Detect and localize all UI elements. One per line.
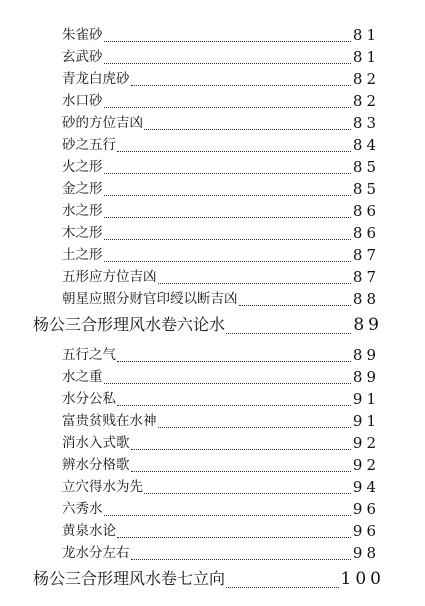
dot-leader — [104, 261, 351, 262]
toc-entry-page: 85 — [352, 180, 380, 198]
toc-entry[interactable] — [62, 476, 380, 498]
toc-entry[interactable] — [62, 24, 380, 46]
toc-entry-title: 朱雀砂 — [62, 27, 103, 43]
toc-entry-title: 五行之气 — [62, 347, 116, 363]
toc-entry[interactable] — [62, 156, 380, 178]
toc-entry[interactable] — [62, 112, 380, 134]
toc-entry-page: 96 — [352, 500, 380, 518]
toc-chapter-title: 杨公三合形理风水卷七立向 — [33, 569, 226, 588]
toc-entry-page: 87 — [352, 268, 380, 286]
toc-entry-title: 金之形 — [62, 181, 103, 197]
toc-entry[interactable] — [62, 68, 380, 90]
dot-leader — [226, 333, 351, 334]
toc-entry-page: 86 — [352, 202, 380, 220]
toc-entry-title: 水分公私 — [62, 391, 116, 407]
toc-entry[interactable] — [62, 178, 380, 200]
toc-entry-page: 91 — [352, 390, 380, 408]
dot-leader — [104, 239, 351, 240]
toc-entry-page: 89 — [352, 346, 380, 364]
toc-entry-page: 81 — [352, 48, 380, 66]
dot-leader — [226, 587, 339, 588]
toc-entry-title: 五形应方位吉凶 — [62, 269, 157, 285]
dot-leader — [104, 217, 351, 218]
toc-entry[interactable] — [62, 454, 380, 476]
dot-leader — [104, 515, 351, 516]
toc-entry-page: 89 — [352, 368, 380, 386]
toc-entry[interactable] — [62, 388, 380, 410]
dot-leader — [131, 449, 351, 450]
toc-chapter-page: 100 — [340, 569, 385, 589]
toc-entry-title: 立穴得水为先 — [62, 479, 143, 495]
toc-entry[interactable] — [62, 366, 380, 388]
toc-entry-page: 85 — [352, 158, 380, 176]
toc-chapter[interactable] — [33, 312, 383, 338]
dot-leader — [158, 427, 351, 428]
toc-entry-title: 火之形 — [62, 159, 103, 175]
toc-entry-title: 朝星应照分财官印绶以断吉凶 — [62, 291, 238, 307]
dot-leader — [117, 405, 351, 406]
toc-entry[interactable] — [62, 222, 380, 244]
toc-entry-page: 82 — [352, 92, 380, 110]
toc-entry-page: 82 — [352, 70, 380, 88]
dot-leader — [104, 107, 351, 108]
dot-leader — [104, 195, 351, 196]
dot-leader — [104, 41, 351, 42]
toc-entry-title: 木之形 — [62, 225, 103, 241]
toc-entry-title: 水之形 — [62, 203, 103, 219]
toc-entry-title: 水口砂 — [62, 93, 103, 109]
dot-leader — [117, 151, 351, 152]
toc-entry-page: 87 — [352, 246, 380, 264]
toc-chapter-title: 杨公三合形理风水卷六论水 — [33, 315, 226, 334]
toc-entry-title: 砂的方位吉凶 — [62, 115, 143, 131]
dot-leader — [144, 493, 351, 494]
toc-entry-title: 消水入式歌 — [62, 435, 130, 451]
toc-chapter-page: 89 — [353, 315, 383, 335]
toc-entry-title: 辨水分格歌 — [62, 457, 130, 473]
dot-leader — [131, 85, 351, 86]
toc-chapter[interactable] — [33, 566, 385, 592]
toc-entry-page: 96 — [352, 522, 380, 540]
toc-entry[interactable] — [62, 46, 380, 68]
toc-entry[interactable] — [62, 432, 380, 454]
toc-entry-page: 92 — [352, 456, 380, 474]
toc-entry-page: 83 — [352, 114, 380, 132]
toc-entry[interactable] — [62, 410, 380, 432]
toc-entry-title: 六秀水 — [62, 501, 103, 517]
dot-leader — [158, 283, 351, 284]
toc-entry[interactable] — [62, 266, 380, 288]
toc-entry-title: 玄武砂 — [62, 49, 103, 65]
toc-entry[interactable] — [62, 134, 380, 156]
dot-leader — [104, 63, 351, 64]
toc-entry[interactable] — [62, 542, 380, 564]
toc-entry-page: 98 — [352, 544, 380, 562]
toc-entry-page: 91 — [352, 412, 380, 430]
toc-entry[interactable] — [62, 344, 380, 366]
toc-entry-page: 88 — [352, 290, 380, 308]
toc-entry-page: 92 — [352, 434, 380, 452]
toc-entry-page: 84 — [352, 136, 380, 154]
toc-entry[interactable] — [62, 200, 380, 222]
dot-leader — [104, 173, 351, 174]
toc-entry-title: 土之形 — [62, 247, 103, 263]
toc-entry[interactable] — [62, 498, 380, 520]
dot-leader — [239, 305, 351, 306]
toc-entry[interactable] — [62, 244, 380, 266]
dot-leader — [117, 537, 351, 538]
toc-entry[interactable] — [62, 520, 380, 542]
toc-entry[interactable] — [62, 288, 380, 310]
dot-leader — [131, 471, 351, 472]
dot-leader — [104, 383, 351, 384]
toc-entry-page: 94 — [352, 478, 380, 496]
toc-entry-title: 砂之五行 — [62, 137, 116, 153]
toc-entry-title: 青龙白虎砂 — [62, 71, 130, 87]
dot-leader — [131, 559, 351, 560]
toc-entry-page: 81 — [352, 26, 380, 44]
toc-entry-page: 86 — [352, 224, 380, 242]
toc-entry[interactable] — [62, 90, 380, 112]
dot-leader — [117, 361, 351, 362]
toc-entry-title: 富贵贫贱在水神 — [62, 413, 157, 429]
toc-entry-title: 黄泉水论 — [62, 523, 116, 539]
dot-leader — [144, 129, 351, 130]
toc-entry-title: 水之重 — [62, 369, 103, 385]
toc-entry-title: 龙水分左右 — [62, 545, 130, 561]
